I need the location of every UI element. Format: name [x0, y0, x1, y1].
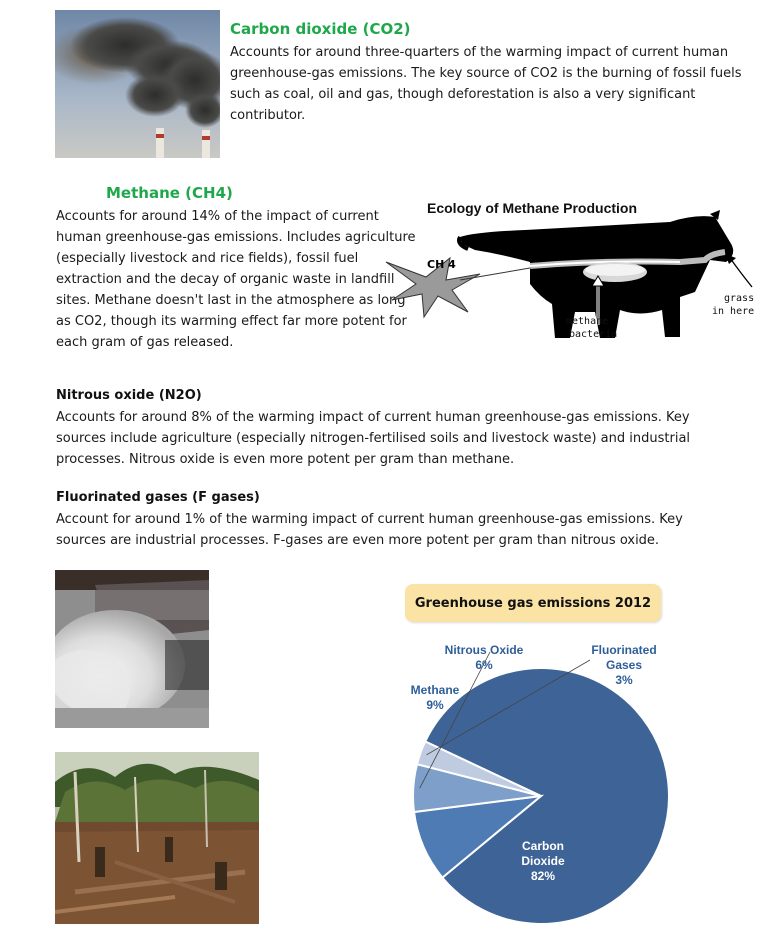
methane-cow-diagram — [380, 192, 770, 352]
grass-label-2: in here — [712, 306, 755, 317]
pie-label-methane: 9% — [426, 698, 444, 712]
pie-label-carbon-dioxide: 82% — [530, 869, 556, 883]
smokestack-photo — [55, 10, 220, 158]
pie-chart — [380, 630, 780, 930]
pie-label-nitrous-oxide: 6% — [475, 658, 493, 672]
car-exhaust-photo — [55, 570, 209, 728]
pie-label-carbon-dioxide: Dioxide — [521, 854, 565, 868]
cow-diagram-title: Ecology of Methane Production — [427, 200, 638, 216]
n2o-heading: Nitrous oxide (N2O) — [56, 388, 202, 403]
chart-title-box — [405, 584, 661, 622]
pie-label-fluorinated-gases: 3% — [615, 673, 633, 687]
methane-bacteria-label-1: methane — [566, 316, 609, 327]
pie-label-carbon-dioxide: Carbon — [522, 839, 564, 853]
pie-label-nitrous-oxide: Nitrous Oxide — [444, 643, 524, 657]
ch4-label: CH 4 — [427, 258, 456, 271]
deforestation-photo — [55, 752, 259, 924]
methane-heading: Methane (CH4) — [106, 184, 233, 202]
fgases-paragraph: Account for around 1% of the warming impact of current human greenhouse-gas emissions. Key sources are industrial processes. F-gases are even more potent per gram than nitrous oxide. — [56, 512, 683, 548]
co2-heading: Carbon dioxide (CO2) — [230, 20, 411, 38]
pie-label-fluorinated-gases: Gases — [605, 658, 643, 672]
fgases-heading: Fluorinated gases (F gases) — [56, 490, 260, 505]
methane-paragraph: Accounts for around 14% of the impact of current human greenhouse-gas emissions. Includes agriculture (especially livestock and rice fields), fossil fuel extraction and the decay of organic waste in landfill sites. Methane doesn't last in the atmosphere as long as CO2, though its warming effect far more potent for each gram of gas released. — [56, 209, 416, 350]
co2-paragraph: Accounts for around three-quarters of the warming impact of current human greenhouse-gas emissions. The key source of CO2 is the burning of fossil fuels such as coal, oil and gas, though deforestation is also a very significant contributor. — [230, 45, 742, 123]
pie-label-methane: Methane — [410, 683, 460, 697]
methane-bacteria-label-2: bacteria — [569, 329, 618, 340]
n2o-paragraph: Accounts for around 8% of the warming impact of current human greenhouse-gas emissions. Key sources include agriculture (especially nitrogen-fertilised soils and livestock waste) and industrial processes. Nitrous oxide is even more potent per gram than methane. — [56, 410, 691, 467]
chart-title: Greenhouse gas emissions 2012 — [414, 595, 652, 611]
pie-label-fluorinated-gases: Fluorinated — [591, 643, 657, 657]
grass-label-1: grass — [724, 293, 755, 304]
